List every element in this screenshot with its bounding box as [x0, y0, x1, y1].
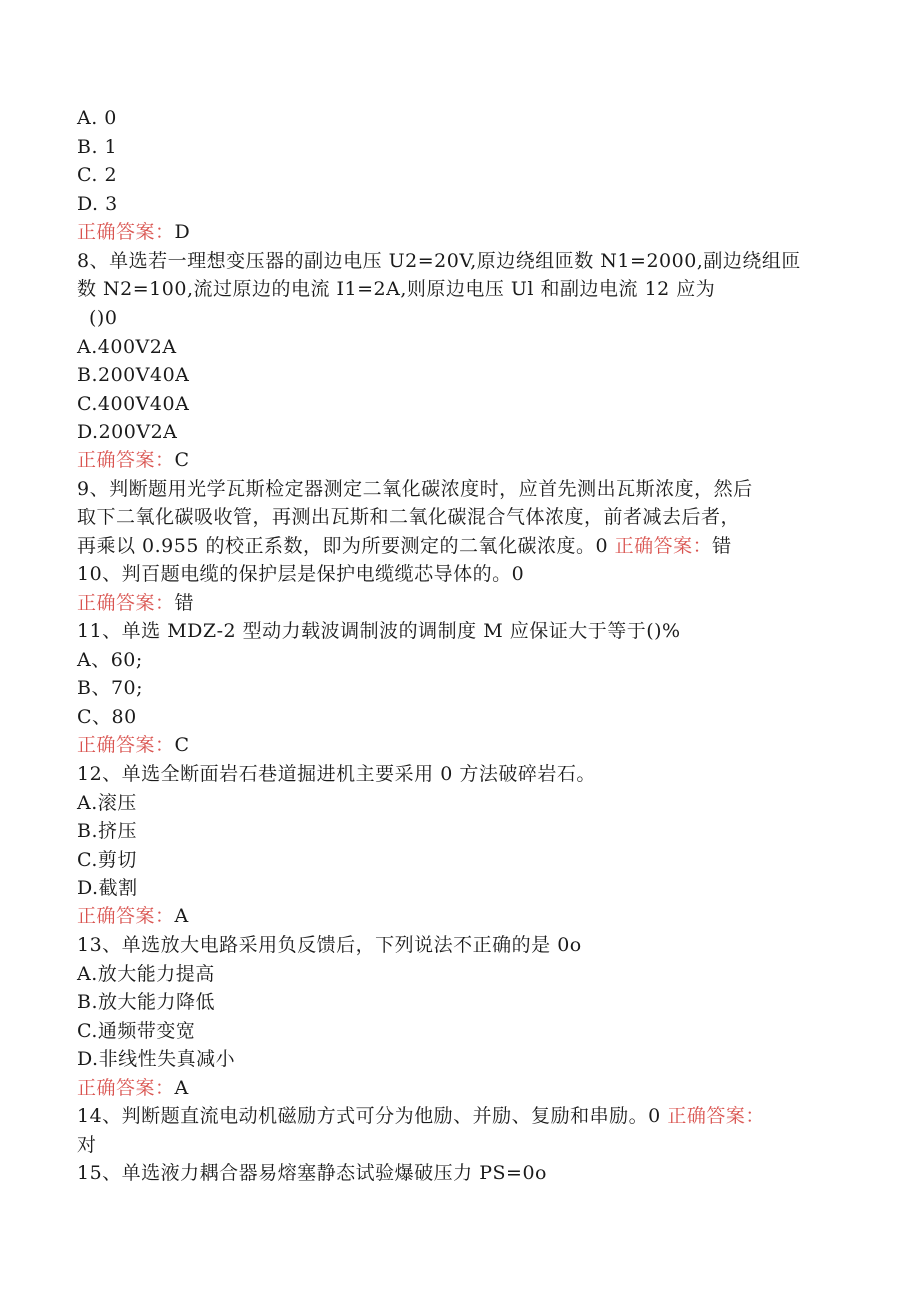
answer-line [77, 218, 835, 246]
question-text: 13、单选放大电路采用负反馈后，下列说法不正确的是 0o [77, 934, 582, 956]
question-text: 8、单选若一理想变压器的副边电压 U2=20V,原边绕组匝数 N1=2000,副边绕组匝 [77, 250, 801, 272]
answer-value: C [174, 734, 190, 756]
answer-value: C [174, 449, 190, 471]
option-a: A.放大能力提高 [77, 963, 215, 985]
question-text-with-answer [77, 532, 835, 560]
answer-label: 正确答案： [614, 535, 713, 557]
option-a: A、60; [77, 649, 143, 671]
answer-value: D [174, 221, 191, 243]
answer-label: 正确答案： [77, 734, 175, 756]
option-c: C.400V40A [77, 393, 190, 415]
answer-value: A [174, 1077, 189, 1099]
option-b: B.挤压 [77, 820, 138, 842]
question-text: 9、判断题用光学瓦斯检定器测定二氧化碳浓度时，应首先测出瓦斯浓度，然后 [77, 478, 753, 500]
answer-label: 正确答案： [77, 905, 175, 927]
option-c: C、80 [77, 706, 137, 728]
option-b: B、70; [77, 677, 144, 699]
answer-value: 错 [712, 535, 732, 557]
question-text: 11、单选 MDZ-2 型动力载波调制波的调制度 M 应保证大于等于()% [77, 620, 681, 642]
question-text: 取下二氧化碳吸收管，再测出瓦斯和二氧化碳混合气体浓度，前者减去后者， [77, 506, 741, 528]
question-text: 10、判百题电缆的保护层是保护电缆缆芯导体的。0 [77, 563, 525, 585]
option-c: C. 2 [77, 164, 118, 186]
option-c: C.剪切 [77, 849, 137, 871]
option-a: A.滚压 [77, 792, 137, 814]
answer-value: 对 [77, 1134, 97, 1156]
question-text-with-answer [77, 1102, 835, 1130]
question-text: 15、单选液力耦合器易熔塞静态试验爆破压力 PS=0o [77, 1162, 547, 1184]
answer-line [77, 902, 835, 930]
option-a: A.400V2A [77, 336, 177, 358]
option-c: C.通频带变宽 [77, 1020, 196, 1042]
answer-line [77, 589, 835, 617]
answer-line [77, 731, 835, 759]
answer-value: 错 [174, 592, 195, 614]
option-b: B. 1 [77, 136, 118, 158]
option-d: D.截割 [77, 877, 138, 899]
question-text: 12、单选全断面岩石巷道掘进机主要采用 0 方法破碎岩石。 [77, 763, 596, 785]
answer-label: 正确答案： [77, 449, 175, 471]
option-a: A. 0 [77, 107, 117, 129]
question-text: ()0 [89, 307, 118, 329]
question-text: 14、判断题直流电动机磁励方式可分为他励、并励、复励和串励。0 [77, 1105, 661, 1127]
answer-value: A [174, 905, 189, 927]
answer-label: 正确答案： [77, 221, 175, 243]
answer-label: 正确答案： [667, 1105, 765, 1127]
option-d: D.200V2A [77, 421, 178, 443]
option-b: B.200V40A [77, 364, 190, 386]
option-d: D.非线性失真减小 [77, 1048, 236, 1070]
option-d: D. 3 [77, 193, 118, 215]
question-text: 数 N2=100,流过原边的电流 I1=2A,则原边电压 Ul 和副边电流 12 应为 [77, 278, 716, 300]
question-text: 再乘以 0.955 的校正系数，即为所要测定的二氧化碳浓度。0 [77, 535, 609, 557]
option-b: B.放大能力降低 [77, 991, 216, 1013]
answer-label: 正确答案： [77, 1077, 175, 1099]
answer-line [77, 446, 835, 474]
answer-line [77, 1074, 835, 1102]
answer-label: 正确答案： [77, 592, 175, 614]
